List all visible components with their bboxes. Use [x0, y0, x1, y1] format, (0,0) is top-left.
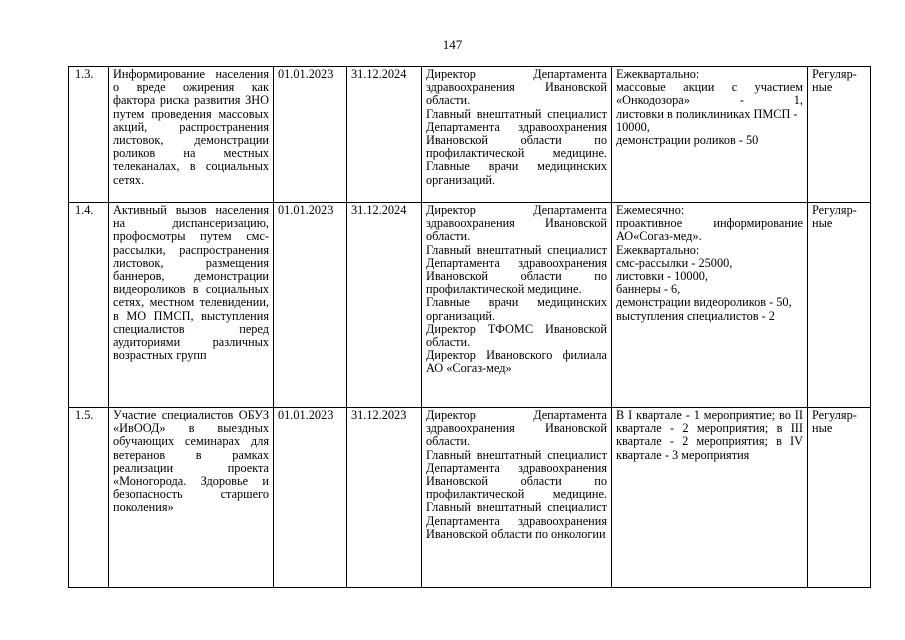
indicator-line: Ежеквартально:	[616, 67, 700, 81]
activity-cell: Активный вызов населения на диспансеризацию, профосмотры путем смс-рассылки, распространения листовок, размещения баннеров, демонстрации видеороликов в социальных сетях, местном телевидении, в МО ПМСП, выступления специалистов перед аудиториями различных возрастных групп	[109, 203, 274, 408]
page-number: 147	[442, 37, 463, 52]
indicator-line: В I квартале - 1 мероприятие; во II квартале - 2 мероприятия; в III квартале - 2 мероприятия; в IV квартале - 3 мероприятия	[616, 408, 803, 462]
indicator-line: Ежеквартально:	[616, 242, 700, 257]
start-date: 01.01.2023	[274, 67, 347, 203]
responsible-item: Главный внештатный специалист Департамента здравоохранения Ивановской области по профилактической медицине. Главный внештатный специалист Департамента здравоохранения Ивановской области по онкологии	[426, 447, 607, 541]
table-row	[69, 67, 871, 203]
responsible-item: Директор Ивановского филиала АО «Согаз-мед»	[426, 348, 607, 376]
responsible-cell	[422, 67, 612, 203]
indicator-line: листовки - 10000,	[616, 269, 708, 284]
responsible-cell	[422, 408, 612, 588]
end-date: 31.12.2024	[347, 67, 422, 203]
indicators-cell	[612, 408, 808, 588]
indicator-line: массовые акции с участием «Онкодозора» - 1,	[616, 80, 803, 108]
indicator-line: выступления специалистов - 2	[616, 308, 775, 323]
responsible-item: Директор Департамента здравоохранения Ивановской области.	[426, 203, 607, 244]
row-number: 1.3.	[69, 67, 109, 203]
periodicity-cell: Регуляр-ные	[808, 203, 871, 408]
row-number: 1.5.	[69, 408, 109, 588]
indicator-line: листовки в поликлиниках ПМСП - 10000,	[616, 106, 798, 134]
responsible-item: Директор Департамента здравоохранения Ивановской области.	[426, 408, 607, 449]
indicator-line: баннеры - 6,	[616, 282, 681, 297]
indicator-line: демонстрации роликов - 50	[616, 133, 759, 148]
indicators-cell	[612, 203, 808, 408]
responsible-item: Главный внештатный специалист Департамента здравоохранения Ивановской области по профилактической медицине.	[426, 242, 607, 297]
periodicity-cell: Регуляр-ные	[808, 67, 871, 203]
responsible-item: Директор ТФОМС Ивановской области.	[426, 321, 607, 350]
table-row	[69, 203, 871, 408]
activity-cell: Участие специалистов ОБУЗ «ИвООД» в выездных обучающих семинарах для ветеранов в рамках реализации проекта «Моногорода. Здоровье и безопасность старшего поколения»	[109, 408, 274, 588]
periodicity-cell: Регуляр-ные	[808, 408, 871, 588]
indicator-line: смс-рассылки - 25000,	[616, 255, 733, 270]
indicator-line: Ежемесячно:	[616, 203, 685, 217]
table-row	[69, 408, 871, 588]
end-date: 31.12.2024	[347, 203, 422, 408]
activity-cell: Информирование населения о вреде ожирения как фактора риска развития ЗНО путем проведения массовых акций, распространения листовок, демонстрации роликов на местных телеканалах, в социальных сетях.	[109, 67, 274, 203]
row-number: 1.4.	[69, 203, 109, 408]
start-date: 01.01.2023	[274, 203, 347, 408]
responsible-item: Главный внештатный специалист Департамента здравоохранения Ивановской области по профилактической медицине. Главные врачи медицинских организаций.	[426, 106, 607, 187]
indicators-cell	[612, 67, 808, 203]
indicator-line: проактивное информирование АО«Согаз-мед».	[616, 216, 803, 244]
measures-table	[68, 66, 871, 588]
end-date: 31.12.2023	[347, 408, 422, 588]
responsible-item: Директор Департамента здравоохранения Ивановской области.	[426, 67, 607, 108]
start-date: 01.01.2023	[274, 408, 347, 588]
indicator-line: демонстрации видеороликов - 50,	[616, 295, 792, 310]
responsible-item: Главные врачи медицинских организаций.	[426, 295, 607, 323]
responsible-cell	[422, 203, 612, 408]
